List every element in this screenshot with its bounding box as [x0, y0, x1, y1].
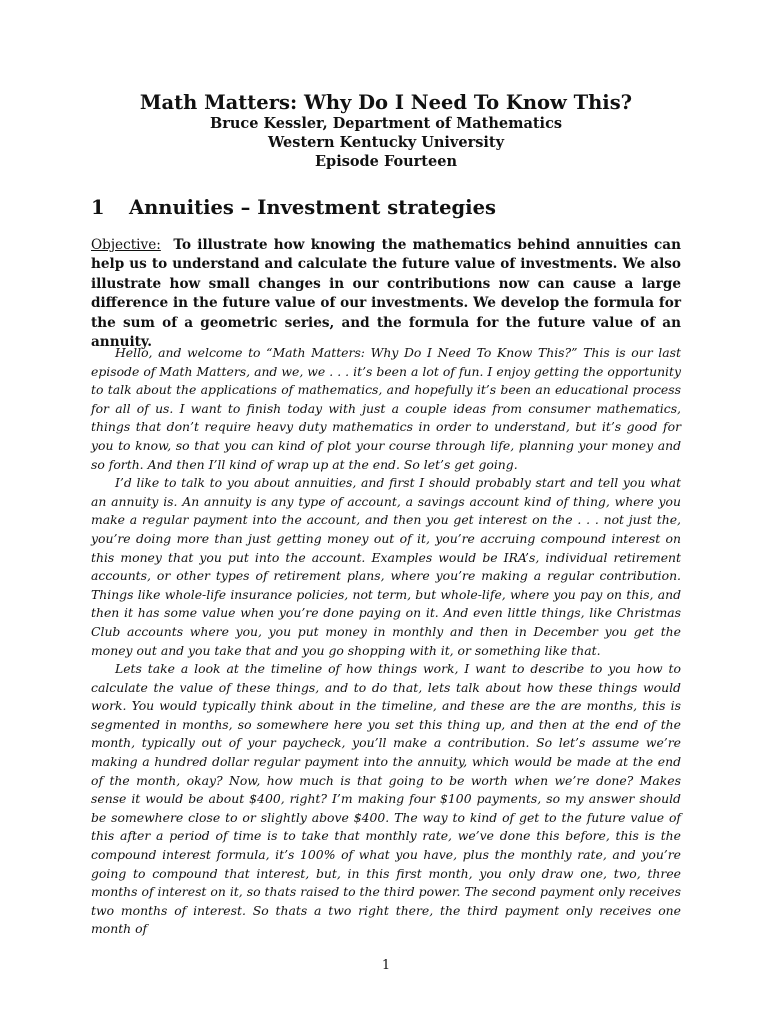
paper-title: Math Matters: Why Do I Need To Know This?: [139, 91, 633, 114]
section-number: 1: [91, 196, 105, 219]
body-paragraph: Hello, and welcome to “Math Matters: Why Do I Need To Know This?” This is our last episode of Math Matters, and we, we . . . it’s been a lot of fun. I enjoy getting the opportunity to talk about the applications of mathematics, and hopefully it’s been an educational process for all of us. I want to finish today with just a couple ideas from consumer mathematics, things that don’t require heavy duty mathematics in order to understand, but it’s good for you to know, so that you can kind of plot your course through life, planning your money and so forth. And then I’ll kind of wrap up at the end. So let’s get going.: [91, 345, 681, 472]
author-line: Bruce Kessler, Department of Mathematics: [209, 115, 563, 132]
page-number: 1: [381, 958, 391, 973]
paper-header: [91, 92, 681, 171]
body-paragraph: Lets take a look at the timeline of how things work, I want to describe to you how to calculate the value of these things, and to do that, lets talk about how these things would work. You would typically think about in the timeline, and these are the are months, this is segmented in months, so somewhere here you set this thing up, and then at the end of the month, typically out of your paycheck, you’ll make a contribution. So let’s assume we’re making a hundred dollar regular payment into the annuity, which would be made at the end of the month, okay? Now, how much is that going to be worth when we’re done? Makes sense it would be about $400, right? I’m making four $100 payments, so my answer should be somewhere close to or slightly above $400. The way to kind of get to the future value of this after a period of time is to take that monthly rate, we’ve done this before, this is the compound interest formula, it’s 100% of what you have, plus the monthly rate, and you’re going to compound that interest, but, in this first month, you only draw one, two, three months of interest on it, so thats raised to the third power. The second payment only receives two months of interest. So thats a two right there, the third payment only receives one month of: [91, 661, 681, 937]
section-title: Annuities – Investment strategies: [129, 196, 496, 219]
objective-label: Objective:: [91, 237, 161, 253]
body-paragraph: I’d like to talk to you about annuities, and first I should probably start and tell you what an annuity is. An annuity is any type of account, a savings account kind of thing, where you make a regular payment into the account, and then you get interest on the . . . not just the, you’re doing more than just getting money out of it, you’re accruing compound interest on this money that you put into the account. Examples would be IRA’s, individual retirement accounts, or other types of retirement plans, where you’re making a regular contribution. Things like whole-life insurance policies, not term, but whole-life, where you pay on this, and then it has some value when you’re done paying on it. And even little things, like Christmas Club accounts where you, you put money in monthly and then in December you get the money out and you take that and you go shopping with it, or something like that.: [91, 475, 681, 658]
institution-line: Western Kentucky University: [267, 134, 505, 151]
transcript-body: [91, 344, 681, 939]
episode-line: Episode Fourteen: [315, 153, 457, 170]
section-heading: [91, 196, 681, 219]
objective-paragraph: [91, 236, 681, 352]
objective-text: To illustrate how knowing the mathematics behind annuities can help us to understand and calculate the future value of investments. We also illustrate how small changes in our contributions now can cause a large difference in the future value of our investments. We develop the formula for the sum of a geometric series, and the formula for the future value of an annuity.: [91, 237, 681, 351]
